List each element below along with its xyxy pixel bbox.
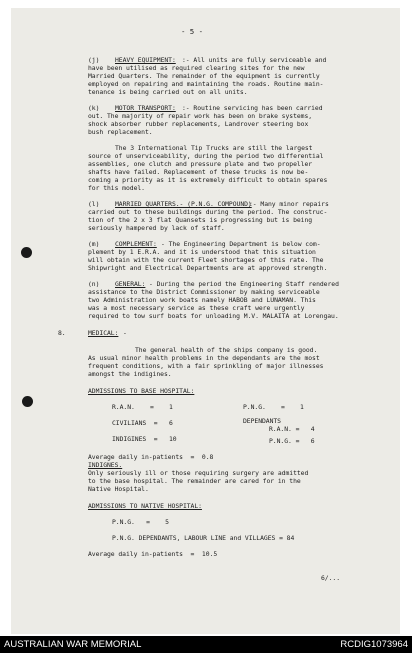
indignes-line: Only seriously ill or those requiring surgery are admitted bbox=[88, 469, 309, 477]
medical-line: As usual minor health problems in the dependants are the most bbox=[88, 354, 320, 362]
indignes-line: to the base hospital. The remainder are cared for in the bbox=[88, 477, 301, 485]
base-dependants: DEPENDANTS bbox=[243, 417, 281, 425]
para-j-line: :- All units are fully serviceable and bbox=[182, 56, 327, 64]
para-m-line: plement by 1 E.R.A. and it is understood that this situation bbox=[88, 248, 316, 256]
para-m-heading: COMPLEMENT: bbox=[115, 240, 157, 248]
para-n-line: - During the period the Engineering Staff rendered bbox=[149, 280, 339, 288]
para-k-line: out. The majority of repair work has been on brake systems, bbox=[88, 112, 313, 120]
para-k-line: shock absorber rubber replacements, Landrover steering box bbox=[88, 120, 309, 128]
footer-source: AUSTRALIAN WAR MEMORIAL bbox=[4, 639, 142, 650]
base-ran: R.A.N. = 1 bbox=[112, 403, 173, 411]
para-l-heading: MARRIED QUARTERS.- (P.N.G. COMPOUND) bbox=[115, 200, 252, 208]
base-hospital-heading: ADMISSIONS TO BASE HOSPITAL: bbox=[88, 387, 195, 395]
base-dep-png: P.N.G. = 6 bbox=[269, 437, 315, 445]
para-l-line: carried out to these buildings during the period. The construc- bbox=[88, 208, 328, 216]
medical-line: amongst the indigines. bbox=[88, 370, 172, 378]
punch-hole bbox=[22, 396, 33, 407]
para-k2-line: for this model. bbox=[88, 184, 145, 192]
para-k-heading: MOTOR TRANSPORT: bbox=[115, 104, 176, 112]
para-k2-line: shafts have failed. Replacement of these trucks is now be- bbox=[88, 168, 309, 176]
para-n-line: was a most necessary service as these craft were urgently bbox=[88, 304, 305, 312]
para-n-line: required to tow surf boats for unloading M.V. MALAITA at Lorengau. bbox=[88, 312, 339, 320]
base-average: Average daily in-patients = 0.8 bbox=[88, 453, 214, 461]
base-indigines: INDIGINES = 10 bbox=[112, 435, 177, 443]
native-dependants: P.N.G. DEPENDANTS, LABOUR LINE and VILLAGES = 84 bbox=[112, 534, 295, 542]
footer-bar bbox=[0, 636, 412, 653]
para-k-line: bush replacement. bbox=[88, 128, 153, 136]
para-j-label: (j) bbox=[88, 56, 100, 64]
section-number: 8. bbox=[58, 329, 66, 337]
para-n-line: assistance to the District Commissioner by making serviceable bbox=[88, 288, 320, 296]
medical-line: frequent conditions, with a fair sprinkling of major illnesses bbox=[88, 362, 324, 370]
para-j-line: tenance is being carried out on all units. bbox=[88, 88, 248, 96]
para-l-label: (l) bbox=[88, 200, 100, 208]
punch-hole bbox=[21, 247, 32, 258]
base-dep-ran: R.A.N. = 4 bbox=[269, 425, 315, 433]
para-m-line: Shipwright and Electrical Departments are at approved strength. bbox=[88, 264, 328, 272]
para-j-heading: HEAVY EQUIPMENT: bbox=[115, 56, 176, 64]
para-k-label: (k) bbox=[88, 104, 100, 112]
para-m-line: will obtain with the current Fleet shortages of this rate. The bbox=[88, 256, 324, 264]
para-k2-line: assemblies, one clutch and pressure plate and two propeller bbox=[88, 160, 313, 168]
para-n-line: two Administration work boats namely HABOB and LUNAMAN. This bbox=[88, 296, 316, 304]
indignes-line: Native Hospital. bbox=[88, 485, 149, 493]
para-k-line: :- Routine servicing has been carried bbox=[182, 104, 323, 112]
para-m-line: - The Engineering Department is below com- bbox=[161, 240, 321, 248]
footer-record-id: RCDIG1073964 bbox=[340, 639, 408, 650]
para-k2-line: source of unserviceability, during the period two differential bbox=[88, 152, 324, 160]
base-civilians: CIVILIANS = 6 bbox=[112, 419, 173, 427]
para-j-line: Married Quarters. The remainder of the equipment is currently bbox=[88, 72, 320, 80]
para-l-line: :- Many minor repairs bbox=[249, 200, 329, 208]
para-l-line: tion of the 2 x 3 flat Quansets is progressing but is being bbox=[88, 216, 313, 224]
medical-line: The general health of the ships company is good. bbox=[135, 346, 318, 354]
para-k2-line: The 3 International Tip Trucks are still the largest bbox=[115, 144, 313, 152]
continuation-marker: 6/... bbox=[321, 574, 340, 582]
para-n-label: (n) bbox=[88, 280, 100, 288]
section-heading: MEDICAL: bbox=[88, 329, 119, 337]
indignes-heading: INDIGNES. bbox=[88, 461, 123, 469]
page-number: - 5 - bbox=[181, 27, 203, 36]
native-hospital-heading: ADMISSIONS TO NATIVE HOSPITAL: bbox=[88, 502, 202, 510]
para-j-line: have been utilised as required clearing sites for the new bbox=[88, 64, 305, 72]
base-png: P.N.G. = 1 bbox=[243, 403, 304, 411]
para-n-heading: GENERAL: bbox=[115, 280, 146, 288]
document-page bbox=[11, 8, 400, 634]
para-m-label: (m) bbox=[88, 240, 100, 248]
native-png: P.N.G. = 5 bbox=[112, 518, 169, 526]
para-k2-line: coming a priority as it is extremely difficult to obtain spares bbox=[88, 176, 328, 184]
section-heading-dash: - bbox=[123, 329, 127, 337]
native-average: Average daily in-patients = 10.5 bbox=[88, 550, 218, 558]
para-l-line: seriously hampered by lack of staff. bbox=[88, 224, 225, 232]
para-j-line: employed on repairing and maintaining the roads. Routine main- bbox=[88, 80, 324, 88]
